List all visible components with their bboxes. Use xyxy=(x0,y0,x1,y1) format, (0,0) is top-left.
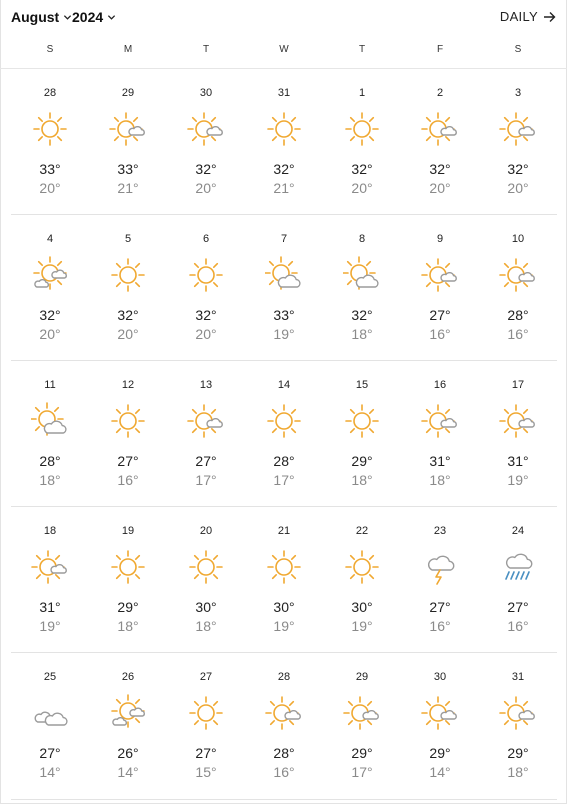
high-temperature: 27° xyxy=(39,745,61,761)
low-temperature: 20° xyxy=(429,180,451,196)
low-temperature: 21° xyxy=(273,180,295,196)
low-temperature: 21° xyxy=(117,180,139,196)
arrow-right-icon xyxy=(543,11,556,23)
day-cell[interactable] xyxy=(89,361,167,506)
day-cell[interactable] xyxy=(11,653,89,799)
low-temperature: 16° xyxy=(273,764,295,780)
low-temperature: 17° xyxy=(351,764,373,780)
sun-small-cloud-icon xyxy=(421,694,459,732)
low-temperature: 16° xyxy=(429,618,451,634)
low-temperature: 18° xyxy=(39,472,61,488)
weekday-label: S xyxy=(46,44,54,55)
high-temperature: 27° xyxy=(195,453,217,469)
thunderstorm-icon xyxy=(421,548,459,586)
sun-small-cloud-icon xyxy=(499,694,537,732)
high-temperature: 30° xyxy=(351,599,373,615)
sun-icon xyxy=(187,256,225,294)
calendar-grid xyxy=(11,69,557,800)
high-temperature: 31° xyxy=(507,453,529,469)
day-cell[interactable] xyxy=(401,653,479,799)
day-cell[interactable] xyxy=(479,69,557,214)
partly-cloudy-icon xyxy=(343,256,381,294)
high-temperature: 33° xyxy=(117,161,139,177)
high-temperature: 29° xyxy=(351,453,373,469)
high-temperature: 26° xyxy=(117,745,139,761)
high-temperature: 28° xyxy=(273,453,295,469)
high-temperature: 29° xyxy=(351,745,373,761)
low-temperature: 19° xyxy=(351,618,373,634)
sun-icon xyxy=(187,694,225,732)
year-dropdown[interactable] xyxy=(72,9,116,25)
low-temperature: 20° xyxy=(507,180,529,196)
day-cell[interactable] xyxy=(167,215,245,360)
sun-icon xyxy=(343,402,381,440)
weekday-label: T xyxy=(202,44,210,55)
high-temperature: 32° xyxy=(39,307,61,323)
high-temperature: 27° xyxy=(117,453,139,469)
day-cell[interactable] xyxy=(245,507,323,652)
week-row xyxy=(11,507,557,653)
day-cell[interactable] xyxy=(479,361,557,506)
day-date: 2 xyxy=(436,87,444,99)
day-cell[interactable] xyxy=(89,507,167,652)
high-temperature: 28° xyxy=(39,453,61,469)
low-temperature: 16° xyxy=(117,472,139,488)
low-temperature: 15° xyxy=(195,764,217,780)
day-cell[interactable] xyxy=(245,361,323,506)
day-date: 16 xyxy=(433,379,447,391)
rain-icon xyxy=(499,548,537,586)
day-cell[interactable] xyxy=(11,361,89,506)
day-date: 23 xyxy=(433,525,447,537)
high-temperature: 28° xyxy=(507,307,529,323)
low-temperature: 17° xyxy=(273,472,295,488)
high-temperature: 29° xyxy=(117,599,139,615)
day-date: 25 xyxy=(43,671,57,683)
day-date: 31 xyxy=(277,87,291,99)
day-cell[interactable] xyxy=(89,215,167,360)
day-cell[interactable] xyxy=(11,215,89,360)
day-cell[interactable] xyxy=(323,215,401,360)
low-temperature: 14° xyxy=(117,764,139,780)
low-temperature: 19° xyxy=(507,472,529,488)
day-cell[interactable] xyxy=(323,507,401,652)
day-date: 11 xyxy=(44,379,56,391)
high-temperature: 30° xyxy=(195,599,217,615)
low-temperature: 18° xyxy=(351,472,373,488)
day-date: 7 xyxy=(280,233,288,245)
weekday-label: T xyxy=(358,44,366,55)
day-cell[interactable] xyxy=(167,653,245,799)
high-temperature: 29° xyxy=(429,745,451,761)
day-cell[interactable] xyxy=(11,507,89,652)
low-temperature: 19° xyxy=(39,618,61,634)
day-date: 29 xyxy=(121,87,135,99)
low-temperature: 20° xyxy=(351,180,373,196)
sun-icon xyxy=(109,256,147,294)
sun-icon xyxy=(31,110,69,148)
sun-icon xyxy=(265,110,303,148)
high-temperature: 31° xyxy=(39,599,61,615)
sun-small-cloud-icon xyxy=(265,694,303,732)
day-cell[interactable] xyxy=(479,653,557,799)
day-date: 20 xyxy=(199,525,213,537)
day-date: 8 xyxy=(358,233,366,245)
low-temperature: 18° xyxy=(117,618,139,634)
sun-icon xyxy=(265,548,303,586)
high-temperature: 32° xyxy=(429,161,451,177)
day-date: 18 xyxy=(43,525,57,537)
sun-small-cloud-icon xyxy=(421,256,459,294)
weekday-header-row xyxy=(11,44,557,60)
low-temperature: 20° xyxy=(39,326,61,342)
high-temperature: 32° xyxy=(351,161,373,177)
day-date: 3 xyxy=(514,87,522,99)
week-row xyxy=(11,69,557,215)
day-date: 21 xyxy=(277,525,291,537)
cloudy-icon xyxy=(31,694,69,732)
high-temperature: 33° xyxy=(273,307,295,323)
high-temperature: 32° xyxy=(507,161,529,177)
day-date: 30 xyxy=(433,671,447,683)
sun-small-cloud-icon xyxy=(499,110,537,148)
low-temperature: 14° xyxy=(429,764,451,780)
day-cell[interactable] xyxy=(89,69,167,214)
day-date: 9 xyxy=(436,233,444,245)
weekday-label: W xyxy=(279,44,289,55)
sun-small-cloud-icon xyxy=(499,256,537,294)
day-cell[interactable] xyxy=(479,215,557,360)
chevron-down-icon xyxy=(107,13,116,22)
day-cell[interactable] xyxy=(401,361,479,506)
day-date: 14 xyxy=(277,379,291,391)
sun-small-cloud-icon xyxy=(31,548,69,586)
day-date: 17 xyxy=(511,379,525,391)
day-date: 12 xyxy=(121,379,135,391)
low-temperature: 19° xyxy=(273,326,295,342)
day-cell[interactable] xyxy=(323,653,401,799)
sun-icon xyxy=(343,110,381,148)
high-temperature: 32° xyxy=(351,307,373,323)
day-date: 26 xyxy=(121,671,135,683)
high-temperature: 30° xyxy=(273,599,295,615)
day-cell[interactable] xyxy=(401,507,479,652)
high-temperature: 33° xyxy=(39,161,61,177)
day-date: 28 xyxy=(43,87,57,99)
day-cell[interactable] xyxy=(479,507,557,652)
week-row xyxy=(11,215,557,361)
sun-small-cloud-icon xyxy=(343,694,381,732)
day-date: 24 xyxy=(511,525,525,537)
low-temperature: 16° xyxy=(507,618,529,634)
day-date: 30 xyxy=(199,87,213,99)
day-date: 31 xyxy=(511,671,525,683)
calendar-header xyxy=(0,0,567,36)
day-cell[interactable] xyxy=(323,361,401,506)
daily-label: DAILY xyxy=(499,9,538,24)
day-cell[interactable] xyxy=(167,69,245,214)
chevron-down-icon xyxy=(63,13,72,22)
sun-icon xyxy=(265,402,303,440)
day-date: 6 xyxy=(202,233,210,245)
sun-small-cloud-icon xyxy=(499,402,537,440)
day-cell[interactable] xyxy=(167,507,245,652)
sun-icon xyxy=(343,548,381,586)
year-label: 2024 xyxy=(72,9,104,25)
day-cell[interactable] xyxy=(401,215,479,360)
high-temperature: 27° xyxy=(429,307,451,323)
day-date: 27 xyxy=(199,671,213,683)
low-temperature: 16° xyxy=(507,326,529,342)
day-date: 4 xyxy=(46,233,54,245)
low-temperature: 18° xyxy=(195,618,217,634)
sun-small-cloud-icon xyxy=(187,402,225,440)
day-date: 1 xyxy=(358,87,366,99)
sun-two-clouds-icon xyxy=(31,256,69,294)
low-temperature: 19° xyxy=(273,618,295,634)
month-dropdown[interactable] xyxy=(11,9,72,25)
day-date: 28 xyxy=(277,671,291,683)
low-temperature: 18° xyxy=(507,764,529,780)
day-cell[interactable] xyxy=(245,215,323,360)
sun-icon xyxy=(109,402,147,440)
low-temperature: 14° xyxy=(39,764,61,780)
day-cell[interactable] xyxy=(167,361,245,506)
sun-two-clouds-icon xyxy=(109,694,147,732)
high-temperature: 29° xyxy=(507,745,529,761)
week-row xyxy=(11,361,557,507)
day-cell[interactable] xyxy=(245,69,323,214)
high-temperature: 27° xyxy=(429,599,451,615)
low-temperature: 17° xyxy=(195,472,217,488)
weekday-label: F xyxy=(436,44,444,55)
partly-cloudy-icon xyxy=(265,256,303,294)
sun-small-cloud-icon xyxy=(187,110,225,148)
day-cell[interactable] xyxy=(89,653,167,799)
day-cell[interactable] xyxy=(11,69,89,214)
low-temperature: 18° xyxy=(429,472,451,488)
day-cell[interactable] xyxy=(401,69,479,214)
sun-icon xyxy=(109,548,147,586)
low-temperature: 20° xyxy=(195,180,217,196)
low-temperature: 20° xyxy=(195,326,217,342)
day-date: 29 xyxy=(355,671,369,683)
day-date: 10 xyxy=(511,233,525,245)
week-row xyxy=(11,653,557,800)
low-temperature: 16° xyxy=(429,326,451,342)
high-temperature: 28° xyxy=(273,745,295,761)
day-cell[interactable] xyxy=(245,653,323,799)
day-date: 13 xyxy=(199,379,213,391)
high-temperature: 31° xyxy=(429,453,451,469)
day-date: 19 xyxy=(121,525,135,537)
high-temperature: 32° xyxy=(195,161,217,177)
day-cell[interactable] xyxy=(323,69,401,214)
day-date: 22 xyxy=(355,525,369,537)
sun-small-cloud-icon xyxy=(421,110,459,148)
sun-small-cloud-icon xyxy=(109,110,147,148)
high-temperature: 32° xyxy=(273,161,295,177)
weekday-label: S xyxy=(514,44,522,55)
high-temperature: 32° xyxy=(195,307,217,323)
low-temperature: 20° xyxy=(117,326,139,342)
daily-view-link[interactable] xyxy=(500,9,556,24)
month-label: August xyxy=(11,9,60,25)
low-temperature: 20° xyxy=(39,180,61,196)
sun-icon xyxy=(187,548,225,586)
partly-cloudy-icon xyxy=(31,402,69,440)
weekday-label: M xyxy=(123,44,133,55)
day-date: 5 xyxy=(124,233,132,245)
high-temperature: 32° xyxy=(117,307,139,323)
high-temperature: 27° xyxy=(507,599,529,615)
sun-small-cloud-icon xyxy=(421,402,459,440)
day-date: 15 xyxy=(355,379,369,391)
high-temperature: 27° xyxy=(195,745,217,761)
low-temperature: 18° xyxy=(351,326,373,342)
